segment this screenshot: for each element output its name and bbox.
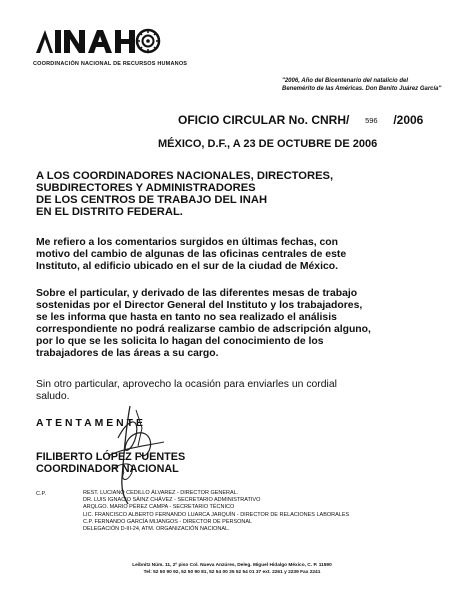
addressee-line: SUBDIRECTORES Y ADMINISTRADORES xyxy=(36,182,256,194)
paragraph-line: correspondiente no podrá realizarse cambio de adscripción alguno, xyxy=(36,324,371,335)
signer-name: FILIBERTO LÓPEZ FUENTES xyxy=(36,451,186,463)
closing-paragraph xyxy=(36,379,430,403)
paragraph-line: saludo. xyxy=(36,391,70,402)
addressee-line: DE LOS CENTROS DE TRABAJO DEL INAH xyxy=(36,194,268,206)
cc-recipient: C.P. FERNANDO GARCÍA MIJANGOS - DIRECTOR DE PERSONAL xyxy=(83,518,253,525)
addressee-line: A LOS COORDINADORES NACIONALES, DIRECTORES, xyxy=(36,170,334,182)
signer-block xyxy=(36,451,185,475)
cc-recipient: DELEGACIÓN D-III-24, ATM. ORGANIZACIÓN NACIONAL. xyxy=(83,526,230,533)
paragraph-line: Me refiero a los comentarios surgidos en últimas fechas, con xyxy=(36,237,338,248)
body-paragraph-2 xyxy=(36,288,430,360)
oficio-number-line xyxy=(178,113,423,127)
paragraph-line: Sobre el particular, y derivado de las diferentes mesas de trabajo xyxy=(36,288,358,299)
paragraph-line: se les informa que hasta en tanto no sea realizado el análisis xyxy=(36,312,337,323)
cc-label: C.P. xyxy=(36,491,46,497)
paragraph-line: sostenidas por el Director General del Instituto y los trabajadores, xyxy=(36,300,363,311)
org-name: COORDINACIÓN NACIONAL DE RECURSOS HUMANOS xyxy=(33,61,188,67)
oficio-number: 596 xyxy=(365,116,378,125)
cc-recipient: DR. LUIS IGNACIO SÁINZ CHÁVEZ - SECRETARIO ADMINISTRATIVO xyxy=(83,497,261,504)
addressee-line: EN EL DISTRITO FEDERAL. xyxy=(36,206,183,218)
paragraph-line: motivo del cambio de algunas de las oficinas centrales de este xyxy=(36,249,347,260)
paragraph-line: trabajadores de las áreas a su cargo. xyxy=(36,348,219,359)
place-date: MÉXICO, D.F., A 23 DE OCTUBRE DE 2006 xyxy=(158,138,378,150)
oficio-suffix: /2006 xyxy=(393,113,424,127)
footer-address xyxy=(0,562,464,576)
inah-logo xyxy=(33,26,161,56)
cc-recipient: ARQLGO. MARIO PÉREZ CAMPA - SECRETARIO TÉCNICO xyxy=(83,504,235,511)
body-paragraph-1 xyxy=(36,237,430,273)
footer-line: Leibnitz Núm. 11, 2º piso Col. Nueva Anzúres, Deleg. Miguel Hidalgo México, C. P. 11590 xyxy=(132,563,332,568)
paragraph-line: Sin otro particular, aprovecho la ocasión para enviarles un cordial xyxy=(36,379,337,390)
paragraph-line: Instituto, al edificio ubicado en el sur de la ciudad de México. xyxy=(36,261,338,272)
cc-recipient: REST. LUCIANO CEDILLO ÁLVAREZ - DIRECTOR GENERAL. xyxy=(83,490,239,496)
oficio-prefix: OFICIO CIRCULAR No. CNRH/ xyxy=(178,113,350,127)
cc-recipient: LIC. FRANCISCO ALBERTO FERNANDO LUARCA JARQUÍN - DIRECTOR DE RELACIONES LABORALES xyxy=(83,511,350,518)
valediction: ATENTAMENTE xyxy=(36,418,146,429)
signer-title: COORDINADOR NACIONAL xyxy=(36,463,179,475)
addressee-block xyxy=(36,170,333,218)
cc-list xyxy=(83,490,349,533)
motto: "2006, Año del Bicentenario del natalicio del Benemérito de las Américas. Don Benito Juárez García" xyxy=(282,78,442,92)
footer-line: Tel: 52 50 90 92, 52 50 90 81, 52 54 00 35 52 54 01 37 ext. 2261 y 2239 Fax 2241 xyxy=(143,570,321,575)
paragraph-line: por lo que se les solicita lo hagan del conocimiento de los xyxy=(36,336,324,347)
